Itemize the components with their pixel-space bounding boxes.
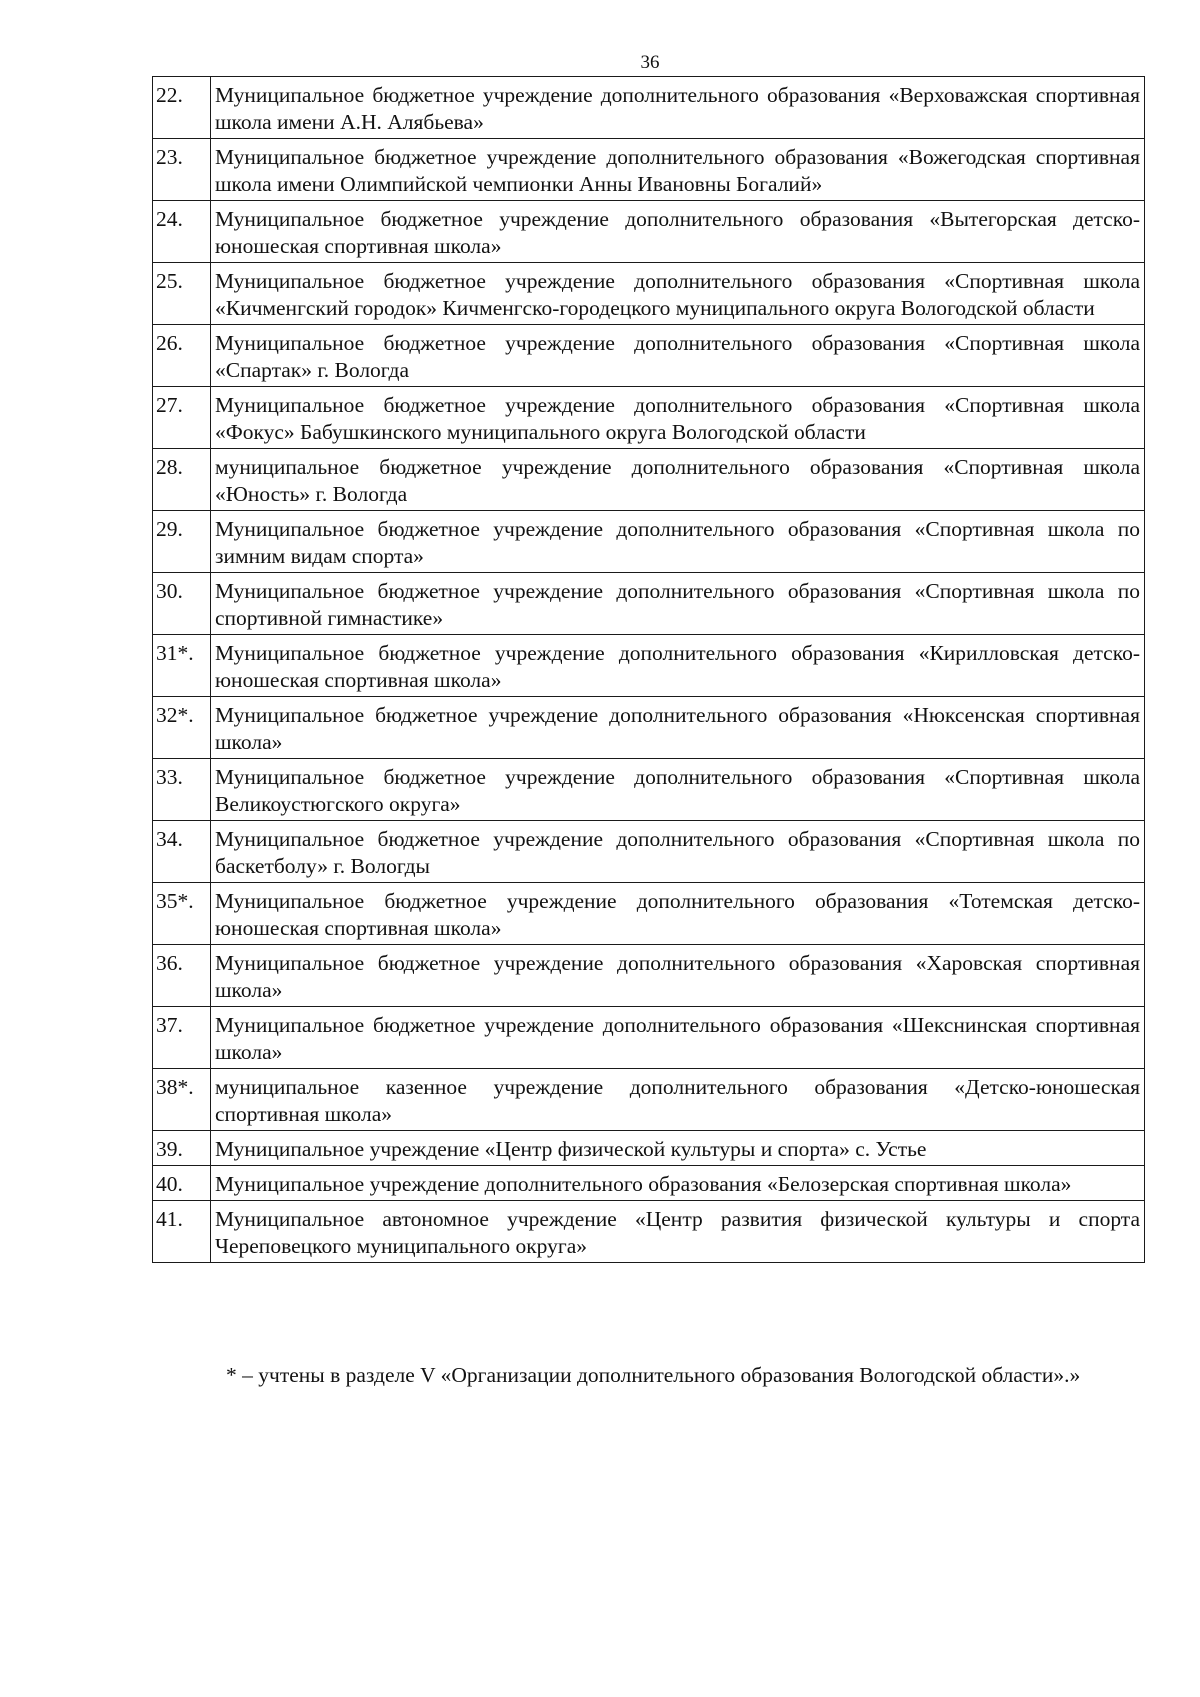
row-text: Муниципальное учреждение «Центр физической культуры и спорта» с. Устье <box>211 1131 1145 1166</box>
row-text: Муниципальное бюджетное учреждение дополнительного образования «Вожегодская спортивная школа имени Олимпийской чемпионки Анны Ивановны Богалий» <box>211 139 1145 201</box>
table-row <box>153 77 1145 139</box>
row-number: 39. <box>153 1131 211 1166</box>
row-number: 31*. <box>153 635 211 697</box>
row-number: 33. <box>153 759 211 821</box>
row-number: 36. <box>153 945 211 1007</box>
table-row <box>153 635 1145 697</box>
row-number: 23. <box>153 139 211 201</box>
row-text: Муниципальное бюджетное учреждение дополнительного образования «Верховажская спортивная школа имени А.Н. Алябьева» <box>211 77 1145 139</box>
table-row <box>153 1166 1145 1201</box>
table-row <box>153 449 1145 511</box>
table-row <box>153 759 1145 821</box>
row-text: Муниципальное бюджетное учреждение дополнительного образования «Спортивная школа по зимним видам спорта» <box>211 511 1145 573</box>
page-number: 36 <box>640 52 660 73</box>
table-row <box>153 1201 1145 1263</box>
table-row <box>153 883 1145 945</box>
table-row <box>153 1069 1145 1131</box>
table-row <box>153 1007 1145 1069</box>
row-number: 34. <box>153 821 211 883</box>
row-number: 35*. <box>153 883 211 945</box>
row-text: Муниципальное бюджетное учреждение дополнительного образования «Тотемская детско-юношеская спортивная школа» <box>211 883 1145 945</box>
row-text: Муниципальное бюджетное учреждение дополнительного образования «Вытегорская детско-юношеская спортивная школа» <box>211 201 1145 263</box>
table-row <box>153 1131 1145 1166</box>
row-number: 41. <box>153 1201 211 1263</box>
row-text: муниципальное казенное учреждение дополнительного образования «Детско-юношеская спортивная школа» <box>211 1069 1145 1131</box>
table-row <box>153 697 1145 759</box>
row-number: 28. <box>153 449 211 511</box>
row-number: 40. <box>153 1166 211 1201</box>
row-number: 26. <box>153 325 211 387</box>
row-text: Муниципальное бюджетное учреждение дополнительного образования «Харовская спортивная школа» <box>211 945 1145 1007</box>
row-text: Муниципальное бюджетное учреждение дополнительного образования «Кирилловская детско-юношеская спортивная школа» <box>211 635 1145 697</box>
row-number: 37. <box>153 1007 211 1069</box>
table-row <box>153 325 1145 387</box>
table-row <box>153 201 1145 263</box>
row-text: Муниципальное бюджетное учреждение дополнительного образования «Шекснинская спортивная школа» <box>211 1007 1145 1069</box>
footnote: * – учтены в разделе V «Организации дополнительного образования Вологодской области».» <box>226 1363 1081 1387</box>
row-text: Муниципальное бюджетное учреждение дополнительного образования «Нюксенская спортивная школа» <box>211 697 1145 759</box>
row-number: 22. <box>153 77 211 139</box>
row-text: Муниципальное автономное учреждение «Центр развития физической культуры и спорта Череповецкого муниципального округа» <box>211 1201 1145 1263</box>
row-text: Муниципальное бюджетное учреждение дополнительного образования «Спортивная школа по баскетболу» г. Вологды <box>211 821 1145 883</box>
row-text: Муниципальное бюджетное учреждение дополнительного образования «Спортивная школа «Фокус» Бабушкинского муниципального округа Вологодской области <box>211 387 1145 449</box>
table-row <box>153 263 1145 325</box>
table-row <box>153 945 1145 1007</box>
table-row <box>153 139 1145 201</box>
row-number: 24. <box>153 201 211 263</box>
row-number: 25. <box>153 263 211 325</box>
table-row <box>153 821 1145 883</box>
row-text: Муниципальное бюджетное учреждение дополнительного образования «Спортивная школа «Спартак» г. Вологда <box>211 325 1145 387</box>
row-text: Муниципальное бюджетное учреждение дополнительного образования «Спортивная школа «Кичменгский городок» Кичменгско-городецкого муниципального округа Вологодской области <box>211 263 1145 325</box>
row-text: Муниципальное бюджетное учреждение дополнительного образования «Спортивная школа по спортивной гимнастике» <box>211 573 1145 635</box>
row-text: муниципальное бюджетное учреждение дополнительного образования «Спортивная школа «Юность» г. Вологда <box>211 449 1145 511</box>
table-row <box>153 511 1145 573</box>
row-number: 38*. <box>153 1069 211 1131</box>
row-number: 30. <box>153 573 211 635</box>
row-text: Муниципальное бюджетное учреждение дополнительного образования «Спортивная школа Великоустюгского округа» <box>211 759 1145 821</box>
row-text: Муниципальное учреждение дополнительного образования «Белозерская спортивная школа» <box>211 1166 1145 1201</box>
row-number: 32*. <box>153 697 211 759</box>
row-number: 29. <box>153 511 211 573</box>
table-row <box>153 387 1145 449</box>
row-number: 27. <box>153 387 211 449</box>
institutions-table <box>152 76 1145 1263</box>
table-row <box>153 573 1145 635</box>
